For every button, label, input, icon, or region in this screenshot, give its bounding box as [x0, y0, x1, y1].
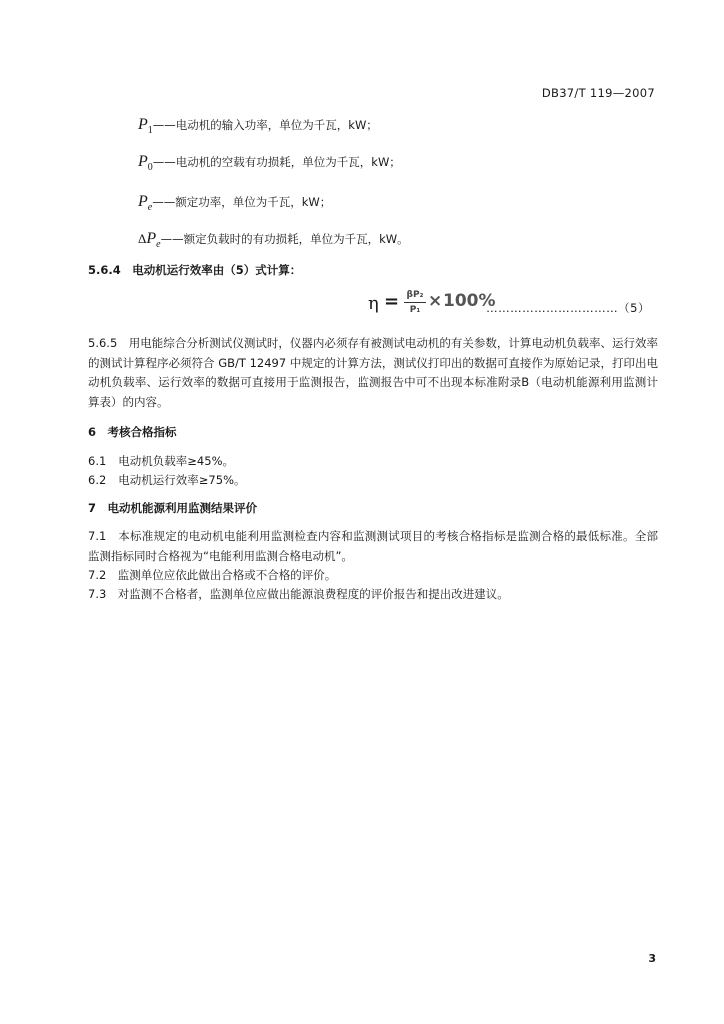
- section-5-6-5-paragraph: 5.6.5 用电能综合分析测试仪测试时，仪器内必须存有被测试电动机的有关参数，计算电动机负载率、运行效率的测试计算程序必须符合 GB/T 12497 中规定的计算方法，测试仪打印出的数据可直接作为原始记录，打印出电动机负载率、运行效率的数据可直接用于监测报告，监测报告中可不出现本标准附录B（电动机能源利用监测计算表）的内容。: [88, 336, 658, 409]
- definition-delta-pe: [138, 230, 409, 250]
- item-6-1: [88, 453, 234, 469]
- formula-eta: η: [368, 293, 379, 314]
- item-7-2: 7.2 监测单位应依此做出合格或不合格的评价。: [88, 568, 337, 582]
- formula-equals: =: [384, 291, 400, 312]
- definition-pe: [138, 193, 331, 213]
- item-6-2: [88, 472, 246, 488]
- item-number: 6.2: [88, 473, 107, 487]
- section-6-heading: 6 考核合格指标: [88, 425, 177, 439]
- item-number: 6.1: [88, 454, 107, 468]
- definition-text: ——电动机的空载有功损耗，单位为千瓦，kW；: [152, 155, 401, 169]
- formula-number-leader: ……………………………（5）: [486, 301, 650, 315]
- symbol-p: P: [138, 116, 148, 133]
- subscript: e: [156, 239, 161, 250]
- subscript: 0: [147, 162, 153, 173]
- formula-times: ×: [428, 291, 443, 311]
- subscript: e: [147, 202, 153, 213]
- item-7-3: 7.3 对监测不合格者，监测单位应做出能源浪费程度的评价报告和提出改进建议。: [88, 587, 509, 601]
- definition-p0: [138, 153, 401, 173]
- formula-percent: 100%: [443, 291, 496, 311]
- item-text: 电动机负载率≥45%。: [118, 454, 234, 468]
- formula-numerator: βP₂: [406, 290, 424, 300]
- symbol-p: P: [138, 153, 148, 170]
- subscript: 1: [147, 125, 153, 136]
- item-text: 电动机运行效率≥75%。: [118, 473, 246, 487]
- page-number: 3: [648, 952, 656, 965]
- definition-p1: [138, 116, 378, 136]
- section-7-heading: 7 电动机能源利用监测结果评价: [88, 501, 257, 515]
- delta-symbol: Δ: [138, 231, 147, 246]
- formula-fraction: [404, 289, 426, 316]
- formula-denominator: P₁: [409, 305, 421, 315]
- symbol-p: P: [138, 193, 148, 210]
- definition-text: ——额定功率，单位为千瓦，kW；: [152, 195, 332, 209]
- fraction-bar: [404, 302, 426, 303]
- definition-text: ——额定负载时的有功损耗，单位为千瓦，kW。: [160, 232, 409, 246]
- section-5-6-4-heading: 5.6.4 电动机运行效率由（5）式计算：: [88, 263, 302, 277]
- symbol-p: P: [146, 230, 157, 247]
- item-7-1: 7.1 本标准规定的电动机电能利用监测检查内容和监测测试项目的考核合格指标是监测合格的最低标准。全部监测指标同时合格视为“电能利用监测合格电动机”。: [88, 529, 658, 563]
- definition-text: ——电动机的输入功率，单位为千瓦，kW；: [152, 118, 378, 132]
- standard-code: DB37/T 119—2007: [541, 86, 655, 100]
